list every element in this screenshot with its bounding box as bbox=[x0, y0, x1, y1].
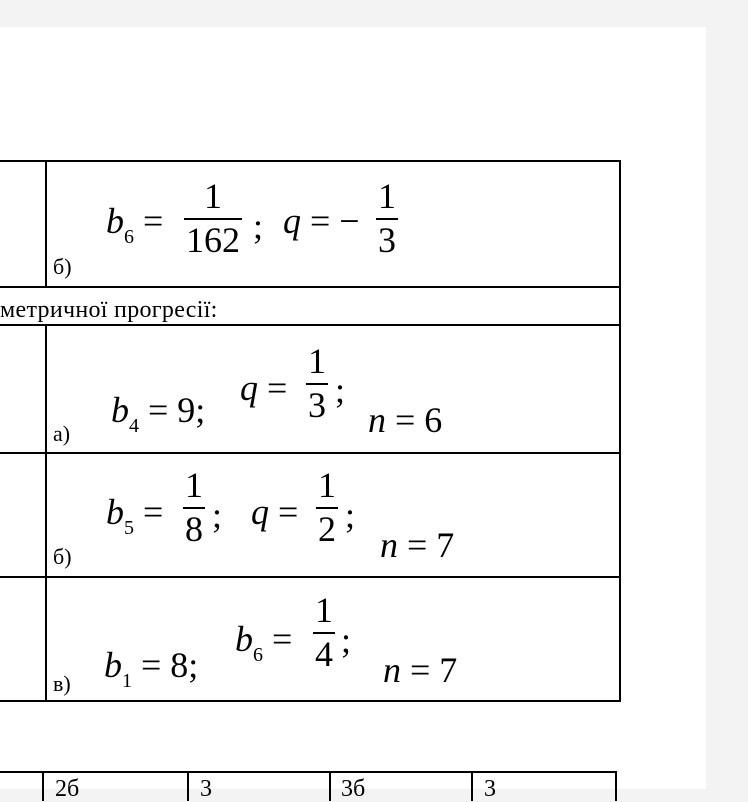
semicolon: ; bbox=[253, 206, 264, 246]
table-divider-rows bbox=[45, 324, 47, 702]
fraction-1-3: 1 3 bbox=[378, 176, 396, 260]
bottom-cell: 2б bbox=[55, 776, 80, 802]
fraction-1-2: 1 2 bbox=[318, 465, 336, 549]
formula-n: n = 7 bbox=[380, 525, 455, 565]
fraction-1-4: 1 4 bbox=[315, 590, 333, 674]
option-label: а) bbox=[53, 421, 71, 446]
fraction-1-8: 1 8 bbox=[185, 465, 203, 549]
table-border-section-bottom bbox=[0, 324, 621, 326]
formula-q: q = bbox=[251, 492, 299, 532]
bottom-table-divider-4 bbox=[471, 771, 473, 801]
fraction-1-162: 1 162 bbox=[186, 176, 240, 260]
formula-b4: $b_4 = 9$; bbox=[111, 390, 206, 437]
table-border-row2-bottom bbox=[0, 452, 621, 454]
table-divider-row1 bbox=[45, 160, 47, 288]
table-border-row1-bottom bbox=[0, 286, 621, 288]
semicolon: ; bbox=[345, 495, 356, 535]
formula-b6: $b_6$ = bbox=[106, 201, 164, 248]
bottom-table-divider-1 bbox=[42, 771, 44, 801]
formula-q: q = bbox=[240, 368, 288, 408]
bottom-cell: 3 bbox=[484, 776, 496, 802]
bottom-cell: 3 bbox=[200, 776, 212, 802]
option-label: б) bbox=[53, 254, 72, 279]
formula-n: n = 7 bbox=[383, 650, 458, 690]
formula-q: q = − bbox=[283, 201, 360, 241]
document-page bbox=[0, 27, 706, 802]
formula-n: n = 6 bbox=[368, 400, 443, 440]
formula-b6: $b_6$ = bbox=[235, 619, 293, 666]
semicolon: ; bbox=[341, 620, 352, 660]
formula-b1: $b_1 = 8$; bbox=[104, 645, 199, 692]
bottom-table-divider-3 bbox=[329, 771, 331, 801]
table-border-bottom bbox=[0, 700, 621, 702]
semicolon: ; bbox=[335, 370, 346, 410]
section-header: метричної прогресії: bbox=[0, 297, 218, 323]
option-label: в) bbox=[53, 671, 71, 696]
table-border-row3-bottom bbox=[0, 576, 621, 578]
option-label: б) bbox=[53, 544, 72, 569]
bottom-table-divider-2 bbox=[187, 771, 189, 801]
table-border-right bbox=[619, 160, 621, 702]
fraction-1-3: 1 3 bbox=[308, 341, 326, 425]
table-border-top bbox=[0, 160, 621, 162]
bottom-table-divider-5 bbox=[615, 771, 617, 801]
bottom-table-top bbox=[0, 771, 617, 773]
formula-b5: $b_5$ = bbox=[106, 492, 164, 539]
semicolon: ; bbox=[212, 495, 223, 535]
bottom-cell: 3б bbox=[341, 776, 366, 802]
